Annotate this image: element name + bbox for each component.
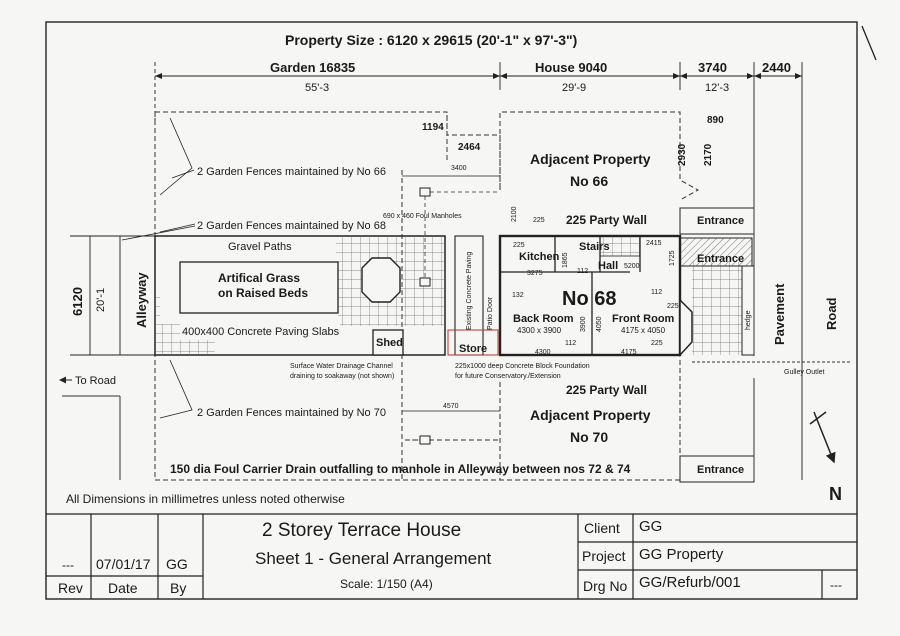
stairs-label: Stairs [579, 241, 610, 253]
dim-4300: 4300 [535, 349, 551, 356]
date-value: 07/01/17 [96, 556, 151, 572]
no68-label: No 68 [562, 288, 617, 310]
adj-70-label-a: Adjacent Property [530, 407, 651, 423]
dim-garden: Garden 16835 [270, 60, 356, 75]
drainage-label-b: draining to soakaway (not shown) [290, 373, 395, 380]
gulley-label: Gulley Outlet [784, 369, 825, 376]
dim-1725: 1725 [669, 250, 676, 266]
dim-112a: 112 [577, 268, 589, 275]
project-value: GG Property [639, 546, 724, 563]
party-wall-top: 225 Party Wall [566, 213, 647, 227]
dim-3275: 3275 [527, 270, 543, 277]
adj-66-label-a: Adjacent Property [530, 151, 651, 167]
dim-3400: 3400 [451, 165, 467, 172]
dim-garden-imperial: 55'-3 [305, 82, 330, 94]
project-label: Project [582, 548, 626, 564]
road-label: Road [824, 297, 839, 330]
party-wall-bottom: 225 Party Wall [566, 383, 647, 397]
alleyway-label: Alleyway [134, 272, 149, 328]
north-label: N [829, 484, 842, 504]
dim-house: House 9040 [535, 60, 608, 75]
dim-pavement: 2440 [762, 60, 791, 75]
adj-70-label-b: No 70 [570, 429, 609, 445]
drawing-scale: Scale: 1/150 (A4) [340, 577, 433, 591]
drg-value: GG/Refurb/001 [639, 574, 741, 591]
dim-2415: 2415 [646, 240, 662, 247]
fences-68-label: 2 Garden Fences maintained by No 68 [197, 220, 386, 232]
drawing-subtitle: Sheet 1 - General Arrangement [255, 549, 492, 568]
dim-225a: 225 [533, 217, 545, 224]
dim-front-imperial: 12'-3 [705, 82, 730, 94]
adj-66-label-b: No 66 [570, 173, 609, 189]
alleyway-lines [62, 236, 120, 480]
back-room-dim: 4300 x 3900 [517, 326, 562, 335]
store-label: Store [459, 343, 488, 355]
dim-225b: 225 [513, 242, 525, 249]
dim-1194: 1194 [422, 122, 444, 133]
property-size-title: Property Size : 6120 x 29615 (20'-1" x 97'-3") [285, 32, 578, 48]
front-paving [692, 262, 742, 355]
dims-note: All Dimensions in millimetres unless noted otherwise [66, 492, 345, 506]
front-room-dim: 4175 x 4050 [621, 326, 666, 335]
dim-4570: 4570 [443, 403, 459, 410]
hedge-label: hedge [745, 310, 752, 330]
dim-front: 3740 [698, 60, 727, 75]
fences-70-label: 2 Garden Fences maintained by No 70 [197, 407, 386, 419]
dim-2100: 2100 [511, 206, 518, 222]
client-label: Client [584, 520, 620, 536]
drainage-label-a: Surface Water Drainage Channel [290, 363, 393, 370]
by-label: By [170, 580, 187, 596]
raised-bed-octagon [362, 258, 400, 302]
paving-label: 400x400 Concrete Paving Slabs [182, 326, 340, 338]
dim-112c: 112 [565, 340, 577, 347]
existing-paving-label: Existing Concrete Paving [466, 251, 473, 330]
entrance-bottom-label: Entrance [697, 464, 745, 476]
foul-drain-label: 150 dia Foul Carrier Drain outfalling to manhole in Alleyway between nos 72 & 74 [170, 462, 631, 476]
entrance-hatched-label: Entrance [697, 253, 745, 265]
date-label: Date [108, 580, 138, 596]
dim-3900: 3900 [580, 316, 587, 332]
rev-value: --- [62, 558, 74, 572]
drawing-title: 2 Storey Terrace House [262, 520, 462, 541]
fences-66-label: 2 Garden Fences maintained by No 66 [197, 166, 386, 178]
dim-225c: 225 [667, 303, 679, 310]
dim-5200: 5200 [624, 263, 640, 270]
to-road-label: To Road [75, 375, 116, 387]
dim-890: 890 [707, 115, 724, 126]
dim-2170: 2170 [703, 143, 714, 166]
patio-door-label: Patio Door [487, 296, 494, 330]
dim-side-metric: 6120 [70, 287, 85, 316]
entrance-top-label: Entrance [697, 215, 745, 227]
corner-mark [862, 26, 876, 60]
foundation-label-a: 225x1000 deep Concrete Block Foundation [455, 363, 590, 370]
by-value: GG [166, 556, 188, 572]
dim-132: 132 [512, 292, 524, 299]
back-room-label: Back Room [513, 313, 574, 325]
shed-label: Shed [376, 337, 403, 349]
grass-label-b: on Raised Beds [218, 286, 309, 300]
dim-112b: 112 [651, 289, 663, 296]
dim-house-imperial: 29'-9 [562, 82, 587, 94]
gravel-label: Gravel Paths [228, 241, 292, 253]
dim-4050: 4050 [596, 316, 603, 332]
rev-label: Rev [58, 580, 83, 596]
dim-1865: 1865 [562, 252, 569, 268]
north-arrow-icon [810, 412, 834, 462]
pavement-label: Pavement [772, 283, 787, 345]
foundation-label-b: for future Conservatory./Extension [455, 373, 561, 380]
hall-label: Hall [598, 260, 619, 272]
dim-2930: 2930 [677, 143, 688, 166]
client-value: GG [639, 518, 663, 535]
hedge [742, 266, 754, 355]
dim-2464: 2464 [458, 142, 481, 153]
bay-window [680, 300, 692, 355]
dim-side-imperial: 20'-1 [95, 287, 107, 312]
kitchen-label: Kitchen [519, 251, 560, 263]
dim-225d: 225 [651, 340, 663, 347]
grass-label-a: Artifical Grass [218, 271, 301, 285]
front-room-label: Front Room [612, 313, 675, 325]
manholes-label: 690 x 460 Foul Manholes [383, 213, 462, 220]
dim-4175: 4175 [621, 349, 637, 356]
drg-rev: --- [830, 578, 842, 592]
drg-label: Drg No [583, 578, 628, 594]
